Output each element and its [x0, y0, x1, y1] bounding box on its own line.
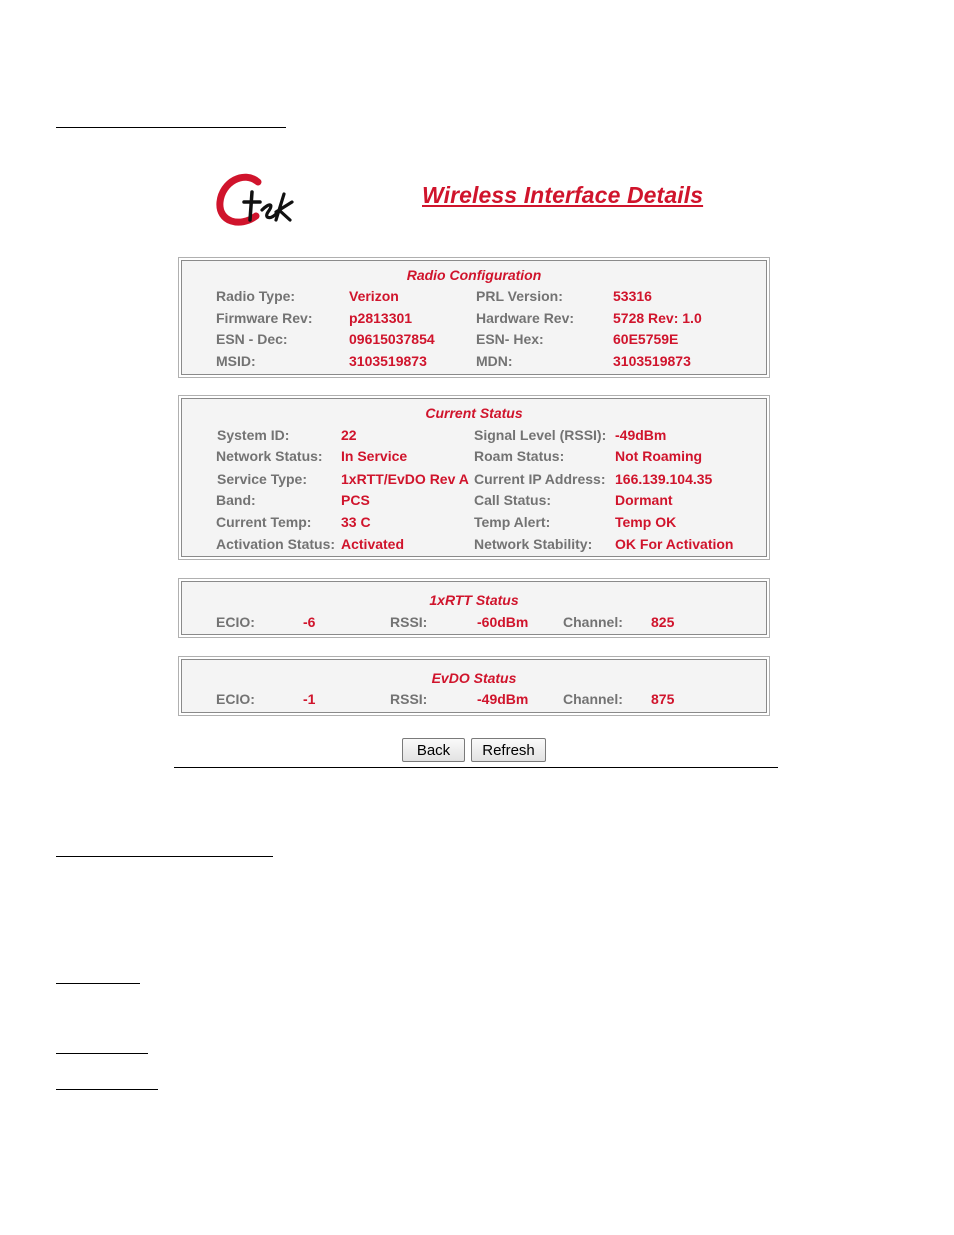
field-label: Activation Status:: [216, 536, 336, 552]
field-value: -60dBm: [477, 614, 529, 630]
field-value: Temp OK: [615, 514, 677, 530]
field-label: Hardware Rev:: [476, 310, 575, 326]
rtt-status-panel: [178, 578, 770, 638]
field-value: 22: [341, 427, 357, 443]
refresh-button[interactable]: Refresh: [471, 738, 546, 762]
field-label: PRL Version:: [476, 288, 563, 304]
panel-title: 1xRTT Status: [429, 592, 519, 608]
current-status-panel: [178, 395, 770, 560]
field-label: Band:: [216, 492, 256, 508]
field-value: OK For Activation: [615, 536, 734, 552]
field-value: 1xRTT/EvDO Rev A: [341, 471, 469, 487]
field-label: MSID:: [216, 353, 256, 369]
field-label: Current IP Address:: [474, 471, 606, 487]
field-label: RSSI:: [390, 614, 428, 630]
field-value: -1: [303, 691, 316, 707]
field-value: 3103519873: [613, 353, 691, 369]
field-value: 60E5759E: [613, 331, 679, 347]
field-label: MDN:: [476, 353, 513, 369]
field-label: Channel:: [563, 614, 623, 630]
field-value: 166.139.104.35: [615, 471, 713, 487]
field-value: PCS: [341, 492, 370, 508]
section-underline: [56, 1089, 158, 1090]
panel-title: Radio Configuration: [406, 267, 542, 283]
field-label: RSSI:: [390, 691, 428, 707]
field-value: 33 C: [341, 514, 371, 530]
field-label: Channel:: [563, 691, 623, 707]
radio-configuration-panel: [178, 257, 770, 378]
field-value: Dormant: [615, 492, 673, 508]
field-value: 53316: [613, 288, 652, 304]
field-label: Firmware Rev:: [216, 310, 313, 326]
panel-title: EvDO Status: [431, 670, 517, 686]
evdo-status-panel: [178, 656, 770, 716]
field-label: Call Status:: [474, 492, 552, 508]
field-value: -49dBm: [615, 427, 667, 443]
field-label: Radio Type:: [216, 288, 296, 304]
section-underline: [56, 127, 286, 128]
field-value: 875: [651, 691, 675, 707]
field-label: System ID:: [217, 427, 290, 443]
field-value: Verizon: [349, 288, 399, 304]
field-value: Activated: [341, 536, 405, 552]
field-value: 3103519873: [349, 353, 427, 369]
field-label: ESN- Hex:: [476, 331, 544, 347]
field-label: Roam Status:: [474, 448, 565, 464]
field-value: -49dBm: [477, 691, 529, 707]
field-label: Service Type:: [217, 471, 308, 487]
field-value: In Service: [341, 448, 408, 464]
field-value: Not Roaming: [615, 448, 703, 464]
field-label: ECIO:: [216, 691, 255, 707]
field-label: Network Stability:: [474, 536, 593, 552]
field-label: Temp Alert:: [474, 514, 551, 530]
section-underline: [56, 856, 273, 857]
field-value: -6: [303, 614, 316, 630]
field-label: Network Status:: [216, 448, 323, 464]
section-underline: [56, 983, 140, 984]
field-value: 5728 Rev: 1.0: [613, 310, 702, 326]
ctek-logo: [214, 166, 314, 230]
field-label: ECIO:: [216, 614, 255, 630]
section-underline: [56, 1053, 148, 1054]
page-title: Wireless Interface Details: [422, 182, 704, 208]
divider: [174, 767, 778, 768]
field-value: p2813301: [349, 310, 413, 326]
back-button[interactable]: Back: [402, 738, 465, 762]
field-label: Signal Level (RSSI):: [474, 427, 607, 443]
field-value: 09615037854: [349, 331, 435, 347]
field-label: Current Temp:: [216, 514, 312, 530]
field-value: 825: [651, 614, 675, 630]
field-label: ESN - Dec:: [216, 331, 288, 347]
panel-title: Current Status: [425, 405, 523, 421]
